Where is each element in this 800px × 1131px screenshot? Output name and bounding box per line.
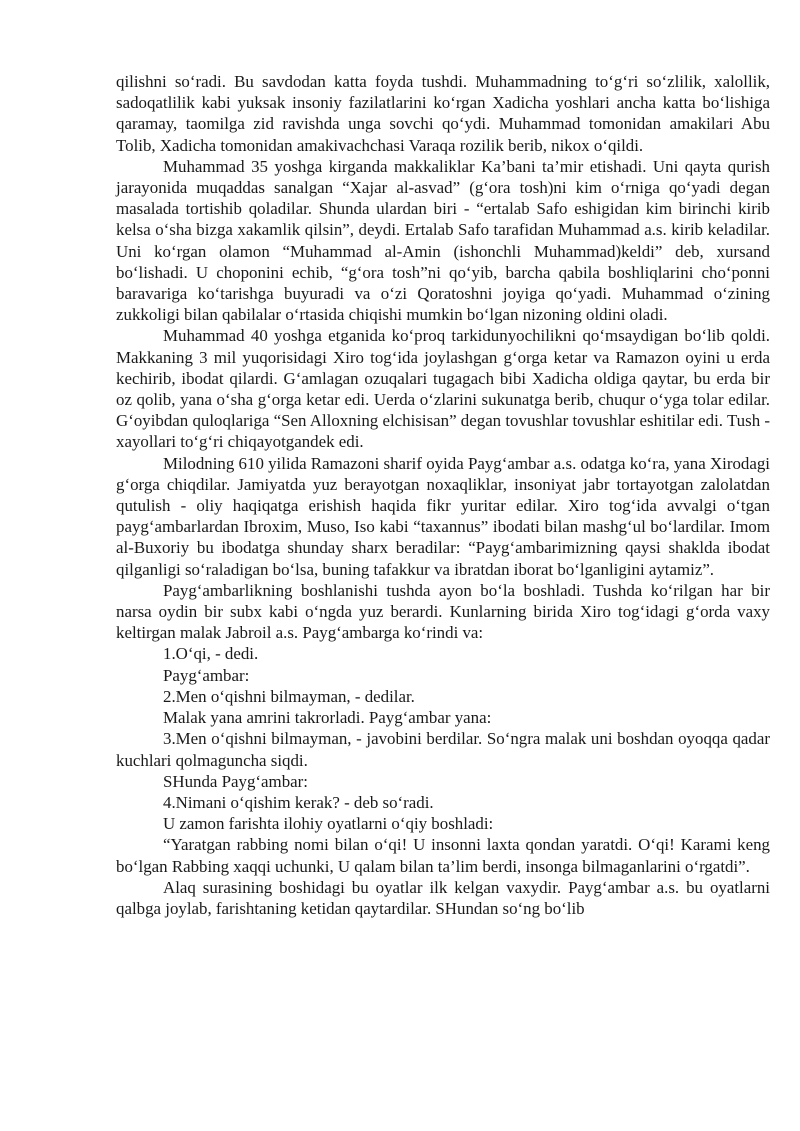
quote-paragraph: “Yaratgan rabbing nomi bilan o‘qi! U insonni laxta qondan yaratdi. O‘qi! Karami keng bo‘lgan Rabbing xaqqi uchunki, U qalam bilan ta’lim berdi, insonga bilmaganlarini o‘rgatdi”. — [116, 835, 770, 876]
dialogue-line-1: 1.O‘qi, - dedi. — [163, 644, 259, 664]
dialogue-line-2: Payg‘ambar: — [163, 665, 250, 685]
dialogue-line-7: 4.Nimani o‘qishim kerak? - deb so‘radi. — [163, 792, 434, 812]
paragraph-5: Payg‘ambarlikning boshlanishi tushda ayon bo‘la boshladi. Tushda ko‘rilgan har bir narsa oydin bir subx kabi o‘ngda yuz berardi. Kunlarning birida Xiro tog‘idagi g‘orda vaxy keltirgan malak Jabroil a.s. Payg‘ambarga ko‘rindi va: — [116, 580, 770, 643]
paragraph-4: Milodning 610 yilida Ramazoni sharif oyida Payg‘ambar a.s. odatga ko‘ra, yana Xirodagi g‘orga chiqdilar. Jamiyatda yuz berayotgan noxaqliklar, insoniyat jabr tortayotgan zalolatdan qutulish - oliy haqiqatga erishish haqida fikr yuritar edilar. Xiro tog‘ida avvalgi o‘tgan payg‘ambarlardan Ibroxim, Muso, Iso kabi “taxannus” ibodati bilan mashg‘ul bo‘lardilar. Imom al-Buxoriy bu ibodatga shunday sharx beradilar: “Payg‘ambarimizning qaysi shaklda ibodat qilganligi so‘raladigan bo‘lsa, buning tafakkur va ibratdan iborat bo‘lganligini aytamiz”. — [116, 453, 770, 579]
dialogue-line-8: U zamon farishta ilohiy oyatlarni o‘qiy boshladi: — [163, 814, 494, 834]
dialogue-line-4: Malak yana amrini takrorladi. Payg‘ambar yana: — [163, 708, 492, 728]
paragraph-1: qilishni so‘radi. Bu savdodan katta foyda tushdi. Muhammadning to‘g‘ri so‘zlilik, xalollik, sadoqatlilik kabi yuksak insoniy fazilatlarini ko‘rgan Xadicha yoshlari ancha katta bo‘lishiga qaramay, taomilga zid ravishda unga sovchi qo‘ydi. Muhammad tomonidan amakilari Abu Tolib, Xadicha tomonidan amakivachchasi Varaqa rozilik berib, nikox o‘qildi. — [116, 72, 770, 155]
paragraph-3: Muhammad 40 yoshga etganida ko‘proq tarkidunyochilikni qo‘msaydigan bo‘lib qoldi. Makkaning 3 mil yuqorisidagi Xiro tog‘ida joylashgan g‘orga ketar va Ramazon oyini u erda kechirib, ibodat qilardi. G‘amlagan ozuqalari tugagach bibi Xadicha oldiga qaytar, bu erda bir oz qolib, yana o‘sha g‘orga ketar edi. Uerda o‘zlarini sukunatga berib, chuqur o‘yga tolar edilar. G‘oyibdan quloqlariga “Sen Alloxning elchisisan” degan tovushlar tovushlar eshitilar edi. Tush - xayollari to‘g‘ri chiqayotgandek edi. — [116, 326, 770, 452]
dialogue-line-5: 3.Men o‘qishni bilmayman, - javobini berdilar. So‘ngra malak uni boshdan oyoqqa qadar kuchlari qolmaguncha siqdi. — [116, 729, 770, 770]
dialogue-line-3: 2.Men o‘qishni bilmayman, - dedilar. — [163, 686, 415, 706]
document-page — [116, 71, 770, 919]
paragraph-2: Muhammad 35 yoshga kirganda makkaliklar Ka’bani ta’mir etishadi. Uni qayta qurish jarayonida muqaddas sanalgan “Xajar al-asvad” (g‘ora tosh)ni kim o‘rniga qo‘yadi degan masalada tortishib qoladilar. Shunda ulardan biri - “ertalab Safo eshigidan kim birinchi kirib kelsa o‘sha bizga xakamlik qilsin”, deydi. Ertalab Safo tarafidan Muhammad a.s. kirib keladilar. Uni ko‘rgan olamon “Muhammad al-Amin (ishonchli Muhammad)keldi” deb, xursand bo‘lishadi. U choponini echib, “g‘ora tosh”ni qo‘yib, barcha qabila boshliqlarini cho‘ponni baravariga ko‘tarishga buyuradi va o‘zi Qoratoshni joyiga qo‘yadi. Muhammad o‘zining zukkoligi bilan qabilalar o‘rtasida chiqishi mumkin bo‘lgan nizoning oldini oladi. — [116, 156, 770, 325]
dialogue-line-6: SHunda Payg‘ambar: — [163, 771, 308, 791]
paragraph-last: Alaq surasining boshidagi bu oyatlar ilk kelgan vaxydir. Payg‘ambar a.s. bu oyatlarni qalbga joylab, farishtaning ketidan qaytardilar. SHundan so‘ng bo‘lib — [116, 877, 770, 918]
